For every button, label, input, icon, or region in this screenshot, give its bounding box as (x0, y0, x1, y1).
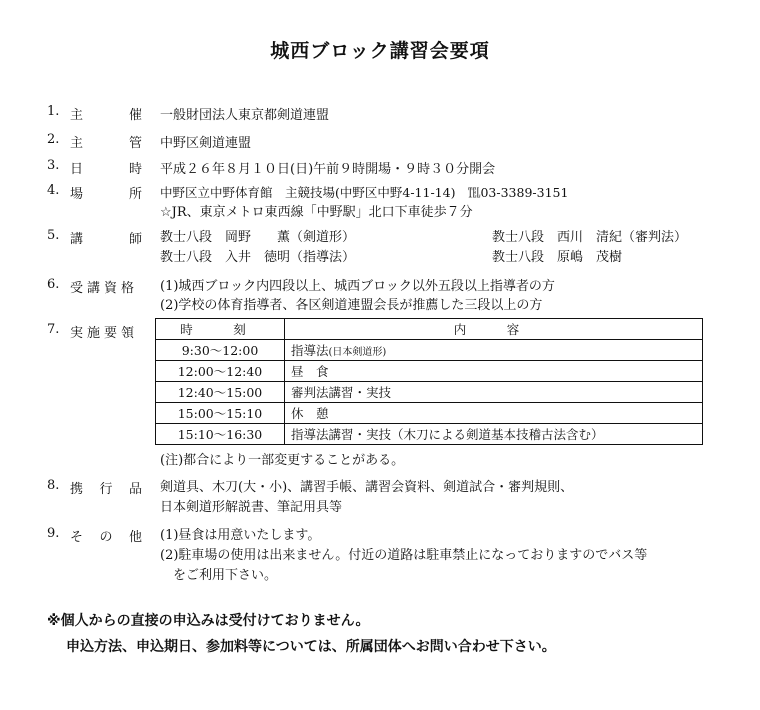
qualification-1: (1)城西ブロック内四段以上、城西ブロック以外五段以上指導者の方 (160, 279, 555, 294)
item-label: 携 行 品 (70, 482, 142, 497)
schedule-table (155, 318, 703, 445)
content-note: (日本剣道形) (328, 347, 387, 358)
item-label: 日 時 (70, 162, 142, 177)
content-cell: 指導法(日本剣道形) (285, 340, 703, 361)
table-header-row (156, 319, 703, 340)
item-label: 場 所 (70, 187, 142, 202)
time-cell: 12:00～12:40 (156, 361, 285, 382)
other-note-1: (1)昼食は用意いたします。 (160, 528, 321, 543)
time-cell: 12:40～15:00 (156, 382, 285, 403)
item-number: 9. (47, 526, 60, 541)
item-number: 6. (47, 277, 60, 292)
item-number: 3. (47, 158, 60, 173)
item-number: 5. (47, 228, 60, 243)
instructor: 教士八段 岡野 薫（剣道形） (160, 230, 356, 245)
notice-line-2: 申込方法、申込期日、参加料等については、所属団体へお問い合わせ下さい。 (66, 639, 556, 655)
item-number: 7. (47, 322, 60, 337)
content-cell: 休 憩 (285, 403, 703, 424)
table-row (156, 403, 703, 424)
venue-text: 中野区立中野体育館 主競技場(中野区中野4-11-14) ℡03-3389-3151 (160, 185, 569, 200)
other-note-2: (2)駐車場の使用は出来ません。付近の道路は駐車禁止になっておりますのでバス等 (160, 548, 648, 563)
item-number: 2. (47, 132, 60, 147)
table-row (156, 382, 703, 403)
page-title: 城西ブロック講習会要項 (270, 40, 490, 62)
item-number: 8. (47, 478, 60, 493)
time-cell: 9:30～12:00 (156, 340, 285, 361)
item-label: 主 催 (70, 108, 142, 123)
table-row (156, 424, 703, 445)
qualification-2: (2)学校の体育指導者、各区剣道連盟会長が推薦した三段以上の方 (160, 298, 543, 313)
content-cell: 審判法講習・実技 (285, 382, 703, 403)
belongings-text: 剣道具、木刀(大・小)、講習手帳、講習会資料、剣道試合・審判規則、 (160, 480, 574, 495)
item-label: 主 管 (70, 136, 142, 151)
instructor: 教士八段 西川 清紀（審判法） (492, 230, 688, 245)
notice-line-1: ※個人からの直接の申込みは受付けておりません。 (47, 613, 370, 629)
table-row (156, 361, 703, 382)
date-text: 平成２６年８月１０日(日)午前９時開場・９時３０分開会 (160, 162, 496, 177)
content-cell: 指導法講習・実技（木刀による剣道基本技稽古法含む） (285, 424, 703, 445)
item-label: 受講資格 (70, 281, 139, 296)
instructor: 教士八段 原嶋 茂樹 (492, 250, 623, 265)
item-label: 講 師 (70, 232, 142, 247)
column-header-time: 時 刻 (156, 319, 285, 340)
instructor: 教士八段 入井 徳明（指導法） (160, 250, 356, 265)
item-number: 4. (47, 183, 60, 198)
time-cell: 15:00～15:10 (156, 403, 285, 424)
other-note-2-cont: をご利用下さい。 (173, 568, 278, 583)
item-label: そ の 他 (70, 530, 142, 545)
time-cell: 15:10～16:30 (156, 424, 285, 445)
table-row (156, 340, 703, 361)
item-label: 実施要領 (70, 326, 139, 341)
column-header-content: 内 容 (285, 319, 703, 340)
item-number: 1. (47, 104, 60, 119)
content-cell: 昼 食 (285, 361, 703, 382)
belongings-text: 日本剣道形解説書、筆記用具等 (160, 500, 343, 515)
organizer-text: 一般財団法人東京都剣道連盟 (160, 108, 330, 123)
access-text: ☆JR、東京メトロ東西線「中野駅」北口下車徒歩７分 (160, 205, 473, 220)
schedule-footnote: (注)都合により一部変更することがある。 (160, 453, 405, 468)
host-text: 中野区剣道連盟 (160, 136, 252, 151)
